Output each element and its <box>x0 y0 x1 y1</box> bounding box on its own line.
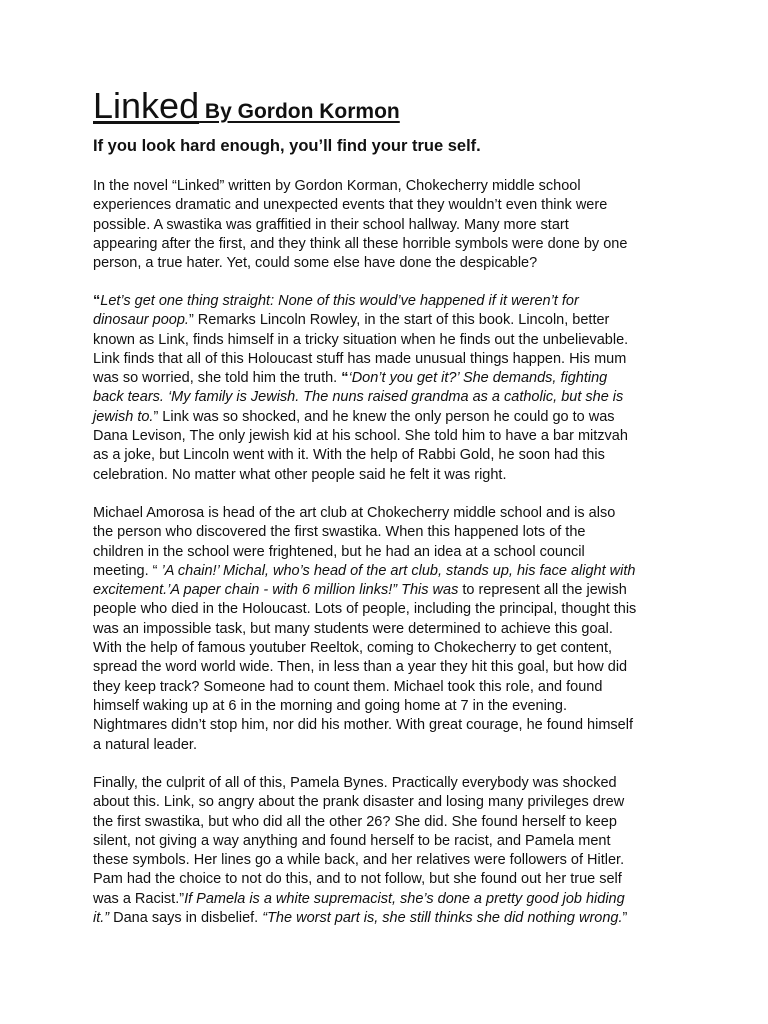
text-line: children in the school were frightened, but he had an idea at a school council <box>93 543 585 560</box>
text-line: himself waking up at 6 in the morning and going home at 7 in the evening. <box>93 697 567 714</box>
line-text: ” Link was so shocked, and he knew the only person he could go to was <box>153 408 615 425</box>
text-line: With the help of famous youtuber Reeltok, coming to Chokecherry to get content, <box>93 640 613 657</box>
text-line <box>93 408 693 427</box>
text-line: spread the word world wide. Then, in less than a year they hit this goal, but how did <box>93 659 628 676</box>
line-text: was a Racist.” <box>93 890 185 907</box>
quote-text: excitement.’A paper chain - with 6 million links!” This was <box>93 582 459 599</box>
text-line: experiences dramatic and unexpected events that they wouldn’t even think were <box>93 197 608 214</box>
doc-title: Linked <box>93 85 200 126</box>
line-text: ” <box>622 910 628 927</box>
text-line: about this. Link, so angry about the prank disaster and losing many privileges drew <box>93 794 625 811</box>
quote-text: back tears. ‘My family is Jewish. The nuns raised grandma as a catholic, but she is <box>93 389 624 406</box>
text-line <box>93 909 693 928</box>
text-line: In the novel “Linked” written by Gordon Korman, Chokecherry middle school <box>93 178 581 194</box>
text-line <box>93 311 693 330</box>
line-text: was so worried, she told him the truth. <box>93 370 342 387</box>
quote-text: jewish to. <box>93 408 154 425</box>
text-line: the first swastika, but who did all the other 26? She did. She found herself to keep <box>93 813 617 830</box>
quote-text: ’A chain!’ Michal, who’s head of the art club, stands up, his face alight with <box>161 562 636 579</box>
quote-text: dinosaur poop. <box>93 312 189 329</box>
quote-text: Let’s get one thing straight: None of this would’ve happened if it weren’t for <box>100 293 579 309</box>
doc-byline: By Gordon Kormon <box>199 100 400 123</box>
text-line: possible. A swastika was graffitied in their school hallway. Many more start <box>93 216 569 233</box>
line-text: Dana says in disbelief. <box>109 910 263 927</box>
line-text: ” Remarks Lincoln Rowley, in the start of this book. Lincoln, better <box>188 312 610 329</box>
quote-text: it.” <box>93 910 110 927</box>
text-line: person, a true hater. Yet, could some else have done the despicable? <box>93 255 538 272</box>
text-line: Dana Levison, The only jewish kid at his school. She told him to have a bar mitzvah <box>93 428 628 445</box>
paragraph-1 <box>93 177 693 273</box>
line-text: meeting. “ <box>93 562 162 579</box>
text-line: known as Link, finds himself in a tricky situation when he finds out the unbelievable. <box>93 331 629 348</box>
text-line: Michael Amorosa is head of the art club at Chokecherry middle school and is also <box>93 505 616 521</box>
quote-text: ‘Don’t you get it?’ She demands, fighting <box>348 370 608 387</box>
text-line <box>93 562 693 581</box>
text-line: Nightmares didn’t stop him, nor did his mother. With great courage, he found himself <box>93 717 633 734</box>
text-line: celebration. No matter what other people said he felt it was right. <box>93 466 507 483</box>
text-line <box>93 581 693 600</box>
text-line: appearing after the first, and they think all these horrible symbols were done by one <box>93 235 628 252</box>
text-line: was an impossible task, but many students were determined to achieve this goal. <box>93 620 613 637</box>
quote-text: “The worst part is, she still thinks she did nothing wrong. <box>262 910 623 927</box>
doc-subtitle: If you look hard enough, you’ll find your true self. <box>93 137 481 155</box>
paragraph-4 <box>93 774 693 928</box>
quote-mark: “ <box>93 293 101 309</box>
paragraph-3 <box>93 504 693 755</box>
quote-text: If Pamela is a white supremacist, she’s done a pretty good job hiding <box>184 890 625 907</box>
title-line <box>93 85 400 126</box>
text-line: the person who discovered the first swastika. When this happened lots of the <box>93 524 586 541</box>
text-line <box>93 292 693 311</box>
line-text: to represent all the jewish <box>458 582 627 599</box>
text-line: they keep track? Someone had to count them. Michael took this role, and found <box>93 678 603 695</box>
text-line: as a joke, but Lincoln went with it. With the help of Rabbi Gold, he soon had this <box>93 447 605 464</box>
paragraph-2 <box>93 292 693 485</box>
text-line <box>93 369 693 388</box>
text-line: Link finds that all of this Holoucast stuff has made unusual things happen. His mum <box>93 350 627 367</box>
text-line <box>93 388 693 407</box>
quote-mark: “ <box>341 370 349 387</box>
text-line <box>93 890 693 909</box>
text-line: a natural leader. <box>93 736 197 753</box>
text-line: Finally, the culprit of all of this, Pamela Bynes. Practically everybody was shocked <box>93 775 617 791</box>
text-line: these symbols. Her lines go a while back, and her relatives were followers of Hitler. <box>93 852 625 869</box>
text-line: people who died in the Holoucast. Lots of people, including the principal, thought this <box>93 601 637 618</box>
text-line: silent, not giving a way anything and found herself to be racist, and Pamela ment <box>93 832 611 849</box>
text-line: Pam had the choice to not do this, and to not follow, but she found out her true self <box>93 871 622 888</box>
